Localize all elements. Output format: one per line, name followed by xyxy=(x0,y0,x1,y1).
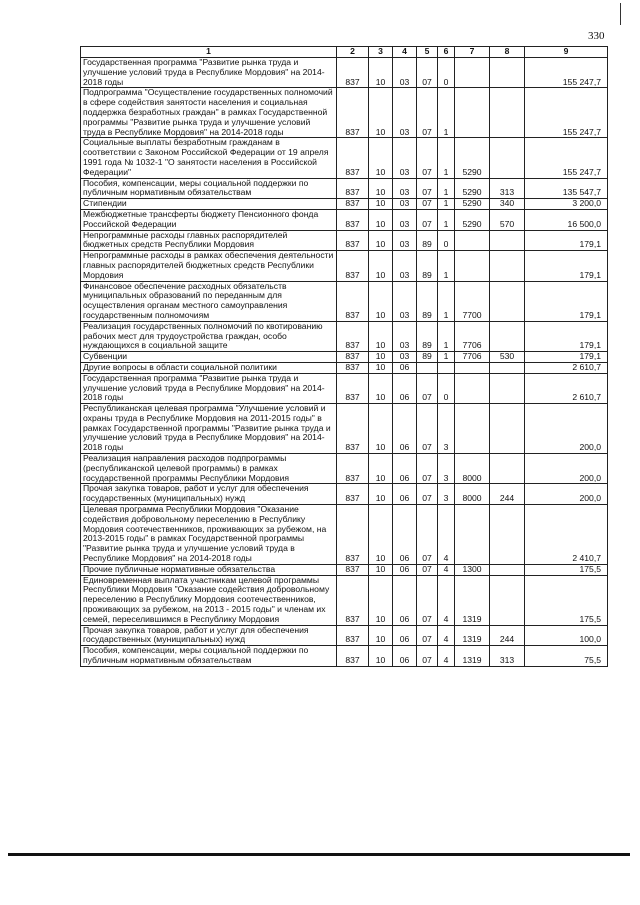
admin-code: 837 xyxy=(337,505,369,565)
type-code xyxy=(490,454,525,484)
amount: 175,5 xyxy=(525,575,608,625)
subprogram-code: 0 xyxy=(438,230,455,251)
amount: 2 410,7 xyxy=(525,505,608,565)
row-name: Подпрограмма "Осуществление государственных полномочий в сфере содействия занятости населения и социальная поддержка безработных граждан" в рамках Государственной программы "Развитие рынка труда и улучшение условий труда в Республике Мордовия" на 2014-2018 годы xyxy=(81,88,337,138)
program-code: 89 xyxy=(417,352,438,363)
column-header-9: 9 xyxy=(525,47,608,58)
expense-code xyxy=(455,251,490,281)
table-body xyxy=(81,58,608,667)
program-code: 89 xyxy=(417,230,438,251)
amount: 179,1 xyxy=(525,230,608,251)
section-code: 10 xyxy=(369,625,393,646)
type-code xyxy=(490,251,525,281)
subsection-code: 06 xyxy=(393,484,417,505)
amount: 3 200,0 xyxy=(525,199,608,210)
type-code xyxy=(490,404,525,454)
table-row xyxy=(81,454,608,484)
type-code xyxy=(490,362,525,373)
budget-table xyxy=(80,46,608,667)
admin-code: 837 xyxy=(337,209,369,230)
program-code: 07 xyxy=(417,454,438,484)
expense-code xyxy=(455,230,490,251)
section-code: 10 xyxy=(369,138,393,178)
subprogram-code: 1 xyxy=(438,352,455,363)
expense-code: 7706 xyxy=(455,352,490,363)
program-code: 07 xyxy=(417,564,438,575)
row-name: Реализация государственных полномочий по квотированию рабочих мест для трудоустройства граждан, особо нуждающихся в социальной защите xyxy=(81,321,337,351)
expense-code: 7700 xyxy=(455,281,490,321)
admin-code: 837 xyxy=(337,58,369,88)
program-code: 89 xyxy=(417,281,438,321)
section-code: 10 xyxy=(369,88,393,138)
admin-code: 837 xyxy=(337,178,369,199)
column-header-3: 3 xyxy=(369,47,393,58)
expense-code xyxy=(455,88,490,138)
admin-code: 837 xyxy=(337,404,369,454)
section-code: 10 xyxy=(369,404,393,454)
subprogram-code: 1 xyxy=(438,251,455,281)
row-name: Государственная программа "Развитие рынка труда и улучшение условий труда в Республике Мордовия" на 2014-2018 годы xyxy=(81,58,337,88)
row-name: Социальные выплаты безработным гражданам в соответствии с Законом Российской Федерации от 19 апреля 1991 года № 1032-1 "О занятости населения в Российской Федерации" xyxy=(81,138,337,178)
table-row xyxy=(81,564,608,575)
section-code: 10 xyxy=(369,321,393,351)
expense-code: 8000 xyxy=(455,454,490,484)
amount: 175,5 xyxy=(525,564,608,575)
program-code: 89 xyxy=(417,251,438,281)
column-header-4: 4 xyxy=(393,47,417,58)
section-code: 10 xyxy=(369,281,393,321)
row-name: Непрограммные расходы главных распорядителей бюджетных средств Республики Мордовия xyxy=(81,230,337,251)
table-header-row xyxy=(81,47,608,58)
admin-code: 837 xyxy=(337,373,369,403)
section-code: 10 xyxy=(369,564,393,575)
admin-code: 837 xyxy=(337,564,369,575)
expense-code xyxy=(455,362,490,373)
program-code: 07 xyxy=(417,88,438,138)
table-row xyxy=(81,362,608,373)
subsection-code: 03 xyxy=(393,199,417,210)
admin-code: 837 xyxy=(337,199,369,210)
row-name: Государственная программа "Развитие рынка труда и улучшение условий труда в Республике Мордовия" на 2014-2018 годы xyxy=(81,373,337,403)
program-code: 07 xyxy=(417,484,438,505)
amount: 135 547,7 xyxy=(525,178,608,199)
amount: 16 500,0 xyxy=(525,209,608,230)
subsection-code: 06 xyxy=(393,564,417,575)
admin-code: 837 xyxy=(337,88,369,138)
amount: 155 247,7 xyxy=(525,138,608,178)
row-name: Непрограммные расходы в рамках обеспечения деятельности главных распорядителей бюджетных средств Республики Мордовия xyxy=(81,251,337,281)
admin-code: 837 xyxy=(337,362,369,373)
section-code: 10 xyxy=(369,230,393,251)
amount: 200,0 xyxy=(525,484,608,505)
admin-code: 837 xyxy=(337,575,369,625)
type-code: 530 xyxy=(490,352,525,363)
subprogram-code: 1 xyxy=(438,138,455,178)
subsection-code: 03 xyxy=(393,352,417,363)
subprogram-code: 1 xyxy=(438,178,455,199)
type-code: 244 xyxy=(490,484,525,505)
type-code xyxy=(490,373,525,403)
amount: 179,1 xyxy=(525,352,608,363)
subsection-code: 06 xyxy=(393,646,417,667)
row-name: Республиканская целевая программа "Улучшение условий и охраны труда в Республике Мордовия на 2011-2015 годы" в рамках Государственной программы "Развитие рынка труда и улучшение условий труда в Республике Мордовия" на 2014-2018 годы xyxy=(81,404,337,454)
amount: 2 610,7 xyxy=(525,373,608,403)
type-code: 313 xyxy=(490,178,525,199)
type-code xyxy=(490,321,525,351)
expense-code xyxy=(455,404,490,454)
admin-code: 837 xyxy=(337,484,369,505)
subprogram-code: 3 xyxy=(438,454,455,484)
expense-code: 7706 xyxy=(455,321,490,351)
table-row xyxy=(81,505,608,565)
section-code: 10 xyxy=(369,505,393,565)
row-name: Пособия, компенсации, меры социальной поддержки по публичным нормативным обязательствам xyxy=(81,646,337,667)
amount: 179,1 xyxy=(525,321,608,351)
subsection-code: 06 xyxy=(393,404,417,454)
table-row xyxy=(81,646,608,667)
expense-code: 5290 xyxy=(455,138,490,178)
type-code: 340 xyxy=(490,199,525,210)
admin-code: 837 xyxy=(337,625,369,646)
expense-code: 1319 xyxy=(455,625,490,646)
program-code: 07 xyxy=(417,58,438,88)
subsection-code: 03 xyxy=(393,88,417,138)
type-code xyxy=(490,138,525,178)
subprogram-code: 1 xyxy=(438,88,455,138)
table-row xyxy=(81,625,608,646)
binding-mark xyxy=(620,3,621,25)
program-code: 07 xyxy=(417,505,438,565)
column-header-5: 5 xyxy=(417,47,438,58)
section-code: 10 xyxy=(369,352,393,363)
subsection-code: 03 xyxy=(393,230,417,251)
row-name: Субвенции xyxy=(81,352,337,363)
subprogram-code: 4 xyxy=(438,564,455,575)
program-code: 89 xyxy=(417,321,438,351)
amount: 200,0 xyxy=(525,404,608,454)
subprogram-code: 3 xyxy=(438,484,455,505)
expense-code: 5290 xyxy=(455,178,490,199)
subsection-code: 06 xyxy=(393,454,417,484)
section-code: 10 xyxy=(369,58,393,88)
table-row xyxy=(81,230,608,251)
row-name: Другие вопросы в области социальной политики xyxy=(81,362,337,373)
column-header-1: 1 xyxy=(81,47,337,58)
section-code: 10 xyxy=(369,575,393,625)
type-code: 244 xyxy=(490,625,525,646)
type-code xyxy=(490,281,525,321)
subsection-code: 06 xyxy=(393,625,417,646)
expense-code: 1319 xyxy=(455,575,490,625)
type-code xyxy=(490,505,525,565)
program-code: 07 xyxy=(417,646,438,667)
subsection-code: 06 xyxy=(393,505,417,565)
amount: 2 610,7 xyxy=(525,362,608,373)
amount: 179,1 xyxy=(525,251,608,281)
admin-code: 837 xyxy=(337,281,369,321)
row-name: Стипендии xyxy=(81,199,337,210)
type-code: 313 xyxy=(490,646,525,667)
subprogram-code: 0 xyxy=(438,58,455,88)
section-code: 10 xyxy=(369,178,393,199)
subsection-code: 03 xyxy=(393,178,417,199)
table-row xyxy=(81,178,608,199)
program-code: 07 xyxy=(417,178,438,199)
page-number: 330 xyxy=(588,30,605,42)
subsection-code: 03 xyxy=(393,58,417,88)
row-name: Межбюджетные трансферты бюджету Пенсионного фонда Российской Федерации xyxy=(81,209,337,230)
budget-table-container xyxy=(80,46,607,667)
amount: 155 247,7 xyxy=(525,88,608,138)
table-row xyxy=(81,484,608,505)
table-row xyxy=(81,575,608,625)
program-code: 07 xyxy=(417,373,438,403)
column-header-7: 7 xyxy=(455,47,490,58)
table-row xyxy=(81,404,608,454)
table-row xyxy=(81,199,608,210)
section-code: 10 xyxy=(369,251,393,281)
section-code: 10 xyxy=(369,454,393,484)
column-header-8: 8 xyxy=(490,47,525,58)
subprogram-code: 4 xyxy=(438,505,455,565)
amount: 155 247,7 xyxy=(525,58,608,88)
expense-code: 1300 xyxy=(455,564,490,575)
expense-code xyxy=(455,373,490,403)
admin-code: 837 xyxy=(337,646,369,667)
subsection-code: 03 xyxy=(393,251,417,281)
column-header-6: 6 xyxy=(438,47,455,58)
table-row xyxy=(81,373,608,403)
subprogram-code: 1 xyxy=(438,281,455,321)
expense-code: 8000 xyxy=(455,484,490,505)
program-code: 07 xyxy=(417,199,438,210)
table-row xyxy=(81,58,608,88)
type-code xyxy=(490,88,525,138)
table-row xyxy=(81,352,608,363)
admin-code: 837 xyxy=(337,138,369,178)
table-row xyxy=(81,88,608,138)
amount: 200,0 xyxy=(525,454,608,484)
amount: 100,0 xyxy=(525,625,608,646)
table-row xyxy=(81,321,608,351)
subsection-code: 03 xyxy=(393,209,417,230)
admin-code: 837 xyxy=(337,251,369,281)
subprogram-code: 3 xyxy=(438,404,455,454)
row-name: Реализация направления расходов подпрограммы (республиканской целевой программы) в рамках государственной программы Республики Мордовия xyxy=(81,454,337,484)
row-name: Целевая программа Республики Мордовия "Оказание содействия добровольному переселению в Республику Мордовия соотечественников, проживающих за рубежом, на 2013-2015 годы" в рамках Государственной программы "Развитие рынка труда и улучшение условий труда в Республике Мордовия" на 2014-2018 годы xyxy=(81,505,337,565)
section-code: 10 xyxy=(369,199,393,210)
expense-code: 5290 xyxy=(455,199,490,210)
subprogram-code: 1 xyxy=(438,321,455,351)
table-row xyxy=(81,138,608,178)
admin-code: 837 xyxy=(337,230,369,251)
program-code: 07 xyxy=(417,575,438,625)
section-code: 10 xyxy=(369,209,393,230)
expense-code xyxy=(455,58,490,88)
subprogram-code: 4 xyxy=(438,625,455,646)
program-code xyxy=(417,362,438,373)
amount: 179,1 xyxy=(525,281,608,321)
subprogram-code: 1 xyxy=(438,209,455,230)
type-code: 570 xyxy=(490,209,525,230)
table-row xyxy=(81,209,608,230)
column-header-2: 2 xyxy=(337,47,369,58)
row-name: Финансовое обеспечение расходных обязательств муниципальных образований по переданным для осуществления органам местного самоуправления государственным полномочиям xyxy=(81,281,337,321)
row-name: Единовременная выплата участникам целевой программы Республики Мордовия "Оказание содействия добровольному переселению в Республику Мордовия соотечественников, проживающих за рубежом, на 2013 - 2015 годы" и членам их семей, переселившимся в Республику Мордовия xyxy=(81,575,337,625)
table-row xyxy=(81,251,608,281)
subsection-code: 03 xyxy=(393,321,417,351)
admin-code: 837 xyxy=(337,454,369,484)
row-name: Прочие публичные нормативные обязательства xyxy=(81,564,337,575)
program-code: 07 xyxy=(417,404,438,454)
row-name: Прочая закупка товаров, работ и услуг для обеспечения государственных (муниципальных) нужд xyxy=(81,484,337,505)
expense-code: 5290 xyxy=(455,209,490,230)
section-code: 10 xyxy=(369,362,393,373)
subprogram-code: 1 xyxy=(438,199,455,210)
type-code xyxy=(490,575,525,625)
type-code xyxy=(490,58,525,88)
subsection-code: 06 xyxy=(393,362,417,373)
type-code xyxy=(490,230,525,251)
subsection-code: 06 xyxy=(393,575,417,625)
program-code: 07 xyxy=(417,625,438,646)
subprogram-code: 4 xyxy=(438,575,455,625)
expense-code xyxy=(455,505,490,565)
program-code: 07 xyxy=(417,138,438,178)
table-row xyxy=(81,281,608,321)
row-name: Пособия, компенсации, меры социальной поддержки по публичным нормативным обязательствам xyxy=(81,178,337,199)
section-code: 10 xyxy=(369,646,393,667)
type-code xyxy=(490,564,525,575)
subsection-code: 06 xyxy=(393,373,417,403)
subsection-code: 03 xyxy=(393,281,417,321)
subprogram-code: 0 xyxy=(438,373,455,403)
bottom-rule xyxy=(8,853,630,856)
section-code: 10 xyxy=(369,373,393,403)
amount: 75,5 xyxy=(525,646,608,667)
program-code: 07 xyxy=(417,209,438,230)
subsection-code: 03 xyxy=(393,138,417,178)
row-name: Прочая закупка товаров, работ и услуг для обеспечения государственных (муниципальных) нужд xyxy=(81,625,337,646)
section-code: 10 xyxy=(369,484,393,505)
subprogram-code: 4 xyxy=(438,646,455,667)
expense-code: 1319 xyxy=(455,646,490,667)
admin-code: 837 xyxy=(337,352,369,363)
subprogram-code xyxy=(438,362,455,373)
admin-code: 837 xyxy=(337,321,369,351)
